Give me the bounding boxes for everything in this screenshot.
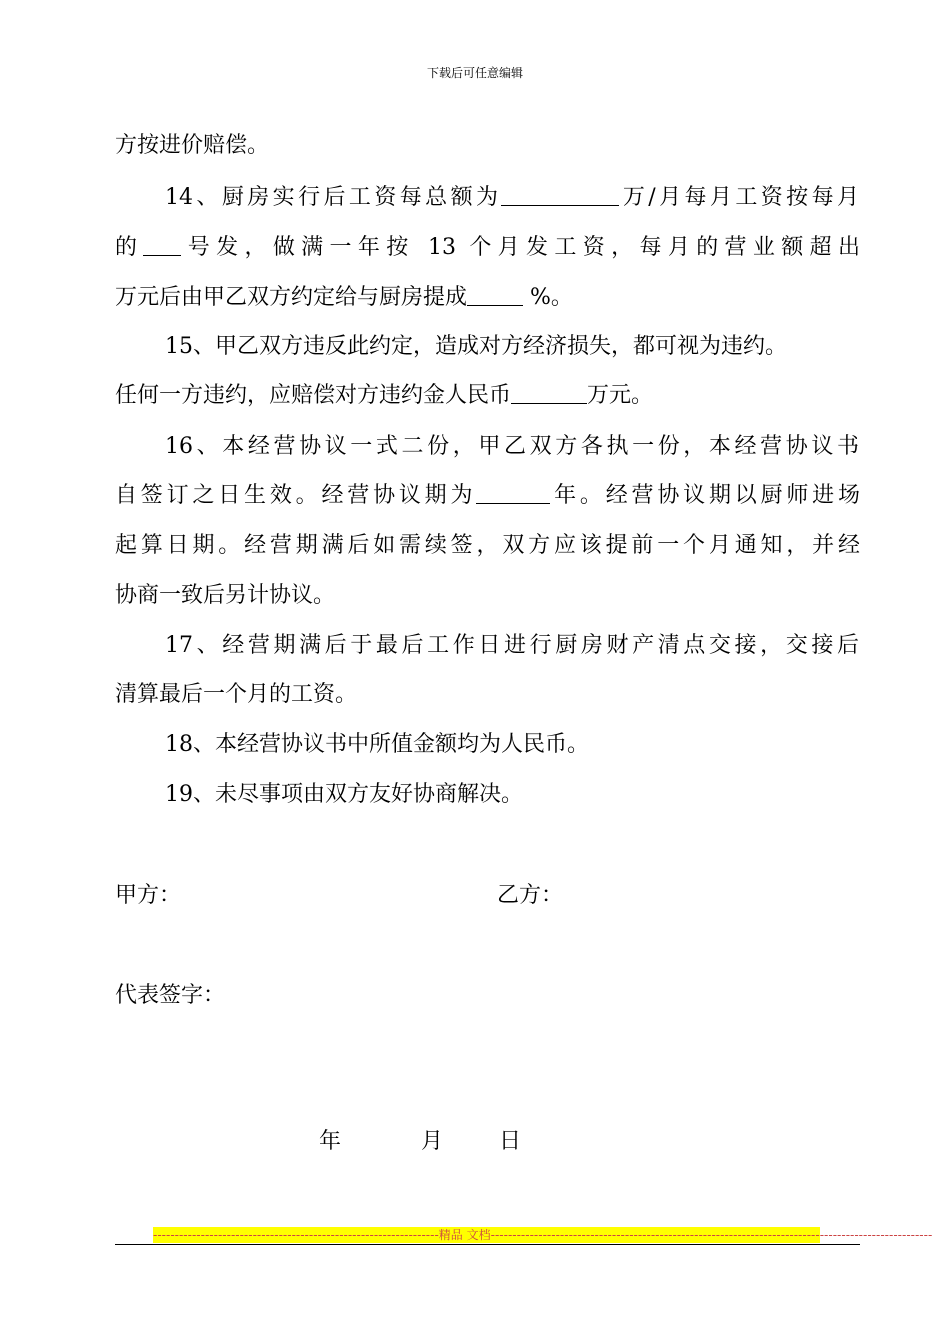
- penalty-blank[interactable]: [511, 381, 587, 404]
- clause-14-text: %。: [523, 285, 573, 310]
- footer-rule: [115, 1244, 860, 1245]
- clause-13-tail: 方按进价赔偿。: [115, 133, 270, 158]
- clause-16-text: 年。经营协议期以厨师进场: [550, 483, 860, 508]
- footer-dashes-left: ------------------------------------------------------------------: [153, 1228, 439, 1242]
- date-year: 年: [319, 1129, 342, 1154]
- clause-19: 19、未尽事项由双方友好协商解决。: [165, 782, 523, 807]
- clause-14-text: 万/月每月工资按每月: [619, 185, 859, 210]
- clause-16-line-3: 起算日期。经营期满后如需续签，双方应该提前一个月通知，并经: [115, 533, 860, 558]
- date-month: 月: [421, 1129, 444, 1154]
- party-a-label: 甲方：: [115, 883, 182, 908]
- clause-16-line-1: 16、本经营协议一式二份，甲乙双方各执一份，本经营协议书: [165, 434, 859, 459]
- clause-15-text: 任何一方违约，应赔偿对方违约金人民币: [115, 383, 512, 408]
- clause-14-line-3: [115, 283, 860, 313]
- clause-15-line-1: 15、甲乙双方违反此约定，造成对方经济损失，都可视为违约。: [165, 334, 787, 359]
- clause-15-text: 万元。: [587, 383, 654, 408]
- clause-14-text: 号发，做满一年按 13 个月发工资，每月的营业额超出: [181, 235, 860, 260]
- term-years-blank[interactable]: [476, 481, 550, 504]
- clause-16-line-4: 协商一致后另计协议。: [115, 583, 336, 608]
- clause-16-line-2: [115, 481, 860, 511]
- salary-total-blank[interactable]: [501, 183, 619, 206]
- clause-14-text: 万元后由甲乙双方约定给与厨房提成: [115, 285, 468, 310]
- clause-14-text: 的: [115, 235, 144, 260]
- page-header: 下载后可任意编辑: [426, 66, 523, 80]
- clause-15-line-2: [115, 381, 860, 411]
- clause-14-line-2: [115, 233, 860, 263]
- date-day: 日: [499, 1129, 522, 1154]
- clause-14-line-1: [165, 183, 859, 213]
- commission-blank[interactable]: [467, 283, 523, 306]
- footer-label: 精品 文档: [438, 1228, 491, 1242]
- party-b-label: 乙方：: [497, 883, 564, 908]
- clause-14-text: 14、厨房实行后工资每总额为: [165, 185, 502, 210]
- footer-dashes-right: ------------------------------------------------------------------------------------------------------: [490, 1228, 933, 1242]
- clause-17-line-1: 17、经营期满后于最后工作日进行厨房财产清点交接，交接后: [165, 633, 859, 658]
- representative-signature-label: 代表签字：: [115, 983, 226, 1008]
- clause-17-line-2: 清算最后一个月的工资。: [115, 682, 358, 707]
- clause-16-text: 自签订之日生效。经营协议期为: [115, 483, 477, 508]
- pay-day-blank[interactable]: [143, 233, 181, 256]
- footer-watermark-band: [153, 1227, 933, 1243]
- clause-18: 18、本经营协议书中所值金额均为人民币。: [165, 732, 589, 757]
